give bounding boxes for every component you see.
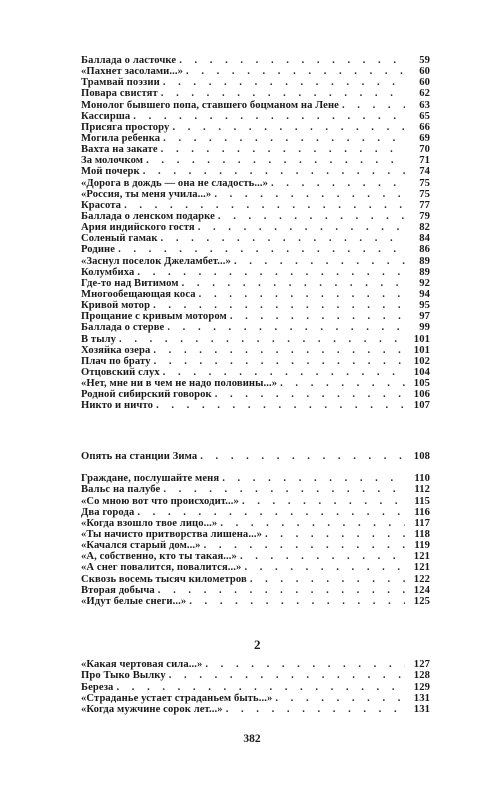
dot-leader: [156, 400, 405, 411]
toc-entry-title: Береза: [81, 681, 114, 693]
toc-entry-title: Трамвай поэзии: [81, 77, 160, 89]
toc-entry-title: Красота: [81, 199, 122, 211]
dot-leader: [265, 529, 405, 540]
toc-entry-title: «Идут белые снеги...»: [81, 595, 187, 607]
toc-entry-page: 121: [413, 562, 430, 574]
toc-entry-page: 75: [419, 177, 430, 189]
dot-leader: [161, 88, 405, 99]
toc-entry-title: «Какая чертовая сила...»: [81, 659, 203, 670]
toc-entry-title: Никто и ничто: [81, 400, 154, 412]
dot-leader: [163, 484, 405, 495]
toc-entry-title: Баллада о стерве: [81, 322, 165, 334]
toc-entry-page: 102: [413, 355, 430, 367]
dot-leader: [161, 144, 405, 155]
toc-entry: [81, 507, 430, 518]
toc-entry: [81, 451, 430, 462]
dot-leader: [137, 267, 405, 278]
toc-entry-title: Плач по брату: [81, 355, 151, 367]
dot-leader: [198, 222, 405, 233]
dot-leader: [218, 211, 405, 222]
toc-entry-title: Могила ребенка: [81, 132, 161, 144]
dot-leader: [153, 345, 405, 356]
toc-entry: [81, 551, 430, 562]
toc-entry-title: «Нет, мне ни в чем не надо половины...»: [81, 378, 278, 390]
toc-entry: [81, 596, 430, 607]
toc-entry-title: Присяга простору: [81, 121, 170, 133]
dot-leader: [167, 322, 405, 333]
toc-entry: [81, 66, 430, 77]
dot-leader: [240, 551, 405, 562]
dot-leader: [250, 574, 405, 585]
toc-entry: [81, 77, 430, 88]
toc-entry-page: 66: [419, 121, 430, 133]
toc-entry: [81, 122, 430, 133]
toc-entry-title: «Пахнет засолами...»: [81, 66, 184, 78]
toc-entry-page: 97: [419, 311, 430, 323]
dot-leader: [280, 378, 405, 389]
toc-entry-title: Многообещающая коса: [81, 288, 196, 300]
toc-entry: [81, 704, 430, 715]
dot-leader: [342, 100, 405, 111]
toc-entry-page: 74: [419, 166, 430, 178]
toc-entry-title: Соленый гамак: [81, 233, 158, 245]
toc-entry-page: 101: [413, 333, 430, 345]
toc-entry-page: 75: [419, 188, 430, 200]
toc-entry-title: «Россия, ты меня учила...»: [81, 188, 212, 200]
toc-entry-page: 89: [419, 266, 430, 278]
dot-leader: [116, 682, 405, 693]
toc-entry: [81, 334, 430, 345]
toc-entry: [81, 144, 430, 155]
toc-entry-title: «Когда взошло твое лицо...»: [81, 517, 218, 529]
toc-entry-title: Сквозь восемь тысяч километров: [81, 573, 247, 585]
toc-entry-title: Кривой мотор: [81, 300, 151, 312]
toc-entry-page: 119: [414, 540, 430, 552]
toc-entry-page: 105: [413, 378, 430, 390]
toc-entry: [81, 111, 430, 122]
toc-entry: [81, 178, 430, 189]
dot-leader: [234, 256, 405, 267]
toc-entry: [81, 133, 430, 144]
toc-entry: [81, 529, 430, 540]
dot-leader: [222, 473, 405, 484]
toc-entry-page: 86: [419, 244, 430, 256]
toc-entry: [81, 670, 430, 681]
toc-entry-title: Кассирша: [81, 110, 131, 122]
dot-leader: [189, 596, 405, 607]
toc-entry: [81, 88, 430, 99]
dot-leader: [163, 367, 405, 378]
dot-leader: [230, 311, 405, 322]
toc-entry-title: Повара свистят: [81, 88, 158, 100]
dot-leader: [158, 585, 405, 596]
toc-entry: [81, 267, 430, 278]
dot-leader: [154, 356, 405, 367]
toc-entry-title: В тылу: [81, 333, 117, 345]
toc-entry-page: 59: [419, 55, 430, 66]
toc-entry-title: Колумбиха: [81, 266, 135, 278]
toc-entry-page: 95: [419, 300, 430, 312]
toc-entry-page: 115: [414, 495, 430, 507]
toc-entry-title: За молочком: [81, 155, 144, 167]
dot-leader: [204, 540, 405, 551]
dot-leader: [182, 278, 405, 289]
toc-entry: [81, 222, 430, 233]
toc-entry-title: Вальс на палубе: [81, 484, 161, 496]
toc-entry-page: 122: [413, 573, 430, 585]
dot-leader: [172, 122, 405, 133]
toc-entry: [81, 518, 430, 529]
dot-leader: [205, 659, 405, 670]
toc-entry-page: 65: [419, 110, 430, 122]
toc-entry: [81, 322, 430, 333]
toc-entry: [81, 682, 430, 693]
toc-entry-page: 106: [413, 389, 430, 401]
dot-leader: [118, 244, 405, 255]
toc-entry: [81, 55, 430, 66]
dot-leader: [163, 77, 405, 88]
toc-entry: [81, 400, 430, 411]
toc-entry-page: 79: [419, 210, 430, 222]
toc-entry-title: Граждане, послушайте меня: [81, 473, 220, 485]
toc-entry: [81, 200, 430, 211]
toc-entry: [81, 389, 430, 400]
toc-entry: [81, 659, 430, 670]
toc-entry: [81, 278, 430, 289]
toc-entry-page: 101: [413, 344, 430, 356]
toc-section-2: [81, 451, 430, 607]
toc-entry: [81, 289, 430, 300]
dot-leader: [153, 300, 405, 311]
toc-entry-title: Баллада о ласточке: [81, 55, 177, 66]
toc-entry: [81, 367, 430, 378]
dot-leader: [137, 507, 405, 518]
toc-entry-title: Вахта на закате: [81, 144, 158, 156]
toc-section-1: [81, 55, 430, 412]
toc-entry-page: 89: [419, 255, 430, 267]
dot-leader: [215, 389, 405, 400]
dot-leader: [163, 133, 405, 144]
toc-entry-page: 110: [414, 473, 430, 485]
dot-leader: [200, 451, 405, 462]
dot-leader: [119, 334, 405, 345]
toc-entry: [81, 100, 430, 111]
dot-leader: [179, 55, 405, 66]
toc-entry-title: «Когда мужчине сорок лет...»: [81, 704, 223, 716]
toc-entry-title: Про Тыко Вылку: [81, 670, 166, 682]
dot-leader: [244, 562, 405, 573]
toc-entry-page: 82: [419, 222, 430, 234]
dot-leader: [275, 693, 405, 704]
toc-entry-page: 108: [413, 451, 430, 462]
toc-entry-title: «Заснул поселок Джеламбет...»: [81, 255, 231, 267]
toc-entry: [81, 244, 430, 255]
toc-entry-title: Два города: [81, 506, 135, 518]
toc-entry-page: 70: [419, 144, 430, 156]
section-mark: 2: [254, 637, 261, 652]
toc-entry: [81, 300, 430, 311]
toc-entry-title: Родине: [81, 244, 116, 256]
dot-leader: [199, 289, 405, 300]
toc-entry: [81, 211, 430, 222]
toc-entry-page: 104: [413, 366, 430, 378]
toc-entry-page: 128: [413, 670, 430, 682]
dot-leader: [133, 111, 405, 122]
toc-entry-page: 92: [419, 277, 430, 289]
toc-entry: [81, 693, 430, 704]
toc-entry: [81, 540, 430, 551]
toc-entry-title: «Ты начисто притворства лишена...»: [81, 528, 262, 540]
toc-entry-title: Хозяйка озера: [81, 344, 151, 356]
toc-entry-page: 107: [413, 400, 430, 412]
toc-entry-page: 77: [419, 199, 430, 211]
dot-leader: [143, 166, 405, 177]
dot-leader: [220, 518, 405, 529]
toc-entry-title: Монолог бывшего попа, ставшего боцманом на Лене: [81, 99, 339, 111]
toc-entry-page: 131: [413, 704, 430, 716]
toc-entry-title: «А, собственно, кто ты такая...»: [81, 551, 237, 563]
toc-entry-page: 116: [414, 506, 430, 518]
toc-entry-page: 63: [419, 99, 430, 111]
toc-entry: [81, 574, 430, 585]
toc-entry-title: Опять на станции Зима: [81, 451, 198, 462]
toc-entry: [81, 356, 430, 367]
dot-leader: [161, 233, 405, 244]
toc-entry-page: 117: [414, 517, 430, 529]
toc-entry-page: 129: [413, 681, 430, 693]
toc-entry: [81, 585, 430, 596]
toc-entry-page: 131: [413, 692, 430, 704]
dot-leader: [271, 178, 405, 189]
toc-entry-page: 94: [419, 288, 430, 300]
dot-leader: [226, 704, 405, 715]
toc-entry-page: 121: [413, 551, 430, 563]
toc-entry-title: «А снег повалится, повалится...»: [81, 562, 242, 574]
toc-entry-title: Ария индийского гостя: [81, 222, 195, 234]
toc-entry: [81, 473, 430, 484]
toc-entry-title: Мой почерк: [81, 166, 140, 178]
dot-leader: [186, 66, 405, 77]
toc-entry-title: Где-то над Витимом: [81, 277, 179, 289]
toc-entry: [81, 484, 430, 495]
toc-entry: [81, 311, 430, 322]
toc-entry-page: 125: [413, 595, 430, 607]
toc-entry: [81, 345, 430, 356]
toc-entry: [81, 166, 430, 177]
dot-leader: [214, 189, 405, 200]
dot-leader: [146, 155, 405, 166]
toc-entry-page: 69: [419, 132, 430, 144]
toc-entry-page: 60: [419, 66, 430, 78]
toc-entry: [81, 155, 430, 166]
dot-leader: [169, 670, 405, 681]
toc-entry-title: Вторая добыча: [81, 584, 155, 596]
toc-entry-page: 112: [414, 484, 430, 496]
toc-entry-page: 118: [414, 528, 430, 540]
toc-entry: [81, 189, 430, 200]
toc-entry-title: «Со мною вот что происходит...»: [81, 495, 239, 507]
toc-entry-page: 124: [413, 584, 430, 596]
toc-entry-title: «Дорога в дождь — она не сладость...»: [81, 177, 268, 189]
toc-section-3: [81, 659, 430, 715]
toc-entry-title: Прощание с кривым мотором: [81, 311, 227, 323]
toc-entry-title: «Страданье устает страданьем быть...»: [81, 692, 273, 704]
dot-leader: [124, 200, 405, 211]
toc-entry: [81, 378, 430, 389]
toc-entry: [81, 496, 430, 507]
toc-entry: [81, 562, 430, 573]
page-number: 382: [243, 733, 261, 745]
toc-entry-page: 60: [419, 77, 430, 89]
dot-leader: [242, 496, 405, 507]
toc-entry-page: 71: [419, 155, 430, 167]
toc-entry-page: 99: [419, 322, 430, 334]
toc-entry-page: 62: [419, 88, 430, 100]
toc-entry-page: 84: [419, 233, 430, 245]
toc-entry-title: «Качался старый дом...»: [81, 540, 201, 552]
toc-entry-title: Отцовский слух: [81, 366, 160, 378]
toc-entry: [81, 233, 430, 244]
toc-entry-title: Баллада о ленском подарке: [81, 210, 215, 222]
toc-spacer: [81, 462, 430, 473]
toc-entry-page: 127: [413, 659, 430, 670]
toc-entry: [81, 256, 430, 267]
toc-entry-title: Родной сибирский говорок: [81, 389, 212, 401]
